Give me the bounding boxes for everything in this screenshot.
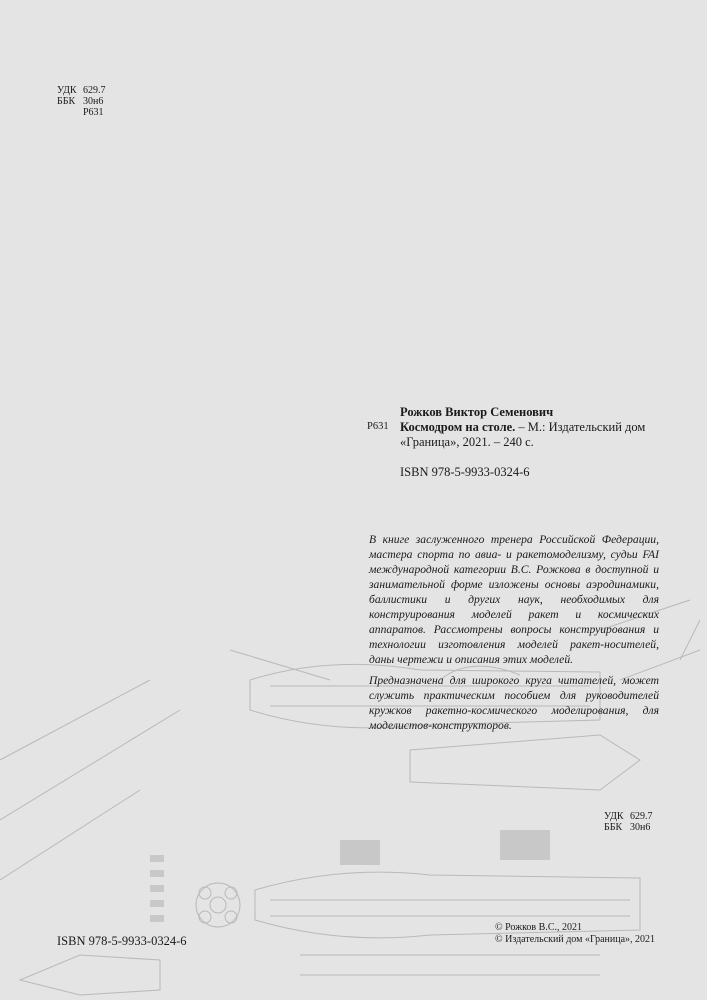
copyright-author: © Рожков В.С., 2021 xyxy=(495,922,582,933)
annotation xyxy=(369,532,659,739)
bbk-value-bottom: 30н6 xyxy=(630,822,651,833)
classification-block-top xyxy=(57,85,106,118)
udk-label-bottom: УДК xyxy=(604,811,624,822)
isbn-catalog: ISBN 978-5-9933-0324-6 xyxy=(400,465,530,479)
annotation-paragraph-2: Предназначена для широкого круга читателей, может служить практическим пособием для руководителей кружков ракетно-космического моделирования, для моделистов-конструкторов. xyxy=(369,674,659,732)
bbk-value: 30н6 xyxy=(83,96,104,107)
catalog-record xyxy=(367,405,667,480)
imprint-line1: – М.: Издательский дом xyxy=(515,420,646,434)
author-name: Рожков Виктор Семенович xyxy=(400,405,554,419)
udk-value-bottom: 629.7 xyxy=(630,811,653,822)
author-mark: Р631 xyxy=(83,107,104,118)
classification-block-bottom xyxy=(604,811,653,833)
bbk-label: ББК xyxy=(57,96,76,107)
imprint-line2: «Граница», 2021. – 240 с. xyxy=(400,435,534,449)
udk-label: УДК xyxy=(57,85,77,96)
book-title: Космодром на столе. xyxy=(400,420,516,434)
bbk-label-bottom: ББК xyxy=(604,822,623,833)
copyright-publisher: © Издательский дом «Граница», 2021 xyxy=(495,934,656,945)
copyright-block xyxy=(495,922,655,946)
catalog-code: Р631 xyxy=(367,421,389,432)
annotation-paragraph-1: В книге заслуженного тренера Российской Федерации, мастера спорта по авиа- и ракетомоделизму, судьи FAI международной категории В.С. Рожкова в доступной и занимательной форме изложены основы аэродинамики, баллистики и других наук, необходимых для конструирования моделей ракет и космических аппаратов. Рассмотрены вопросы конструирования и технологии изготовления моделей ракет-носителей, даны чертежи и описания этих моделей. xyxy=(369,533,659,666)
udk-value: 629.7 xyxy=(83,85,106,96)
isbn-bottom: ISBN 978-5-9933-0324-6 xyxy=(57,934,187,948)
